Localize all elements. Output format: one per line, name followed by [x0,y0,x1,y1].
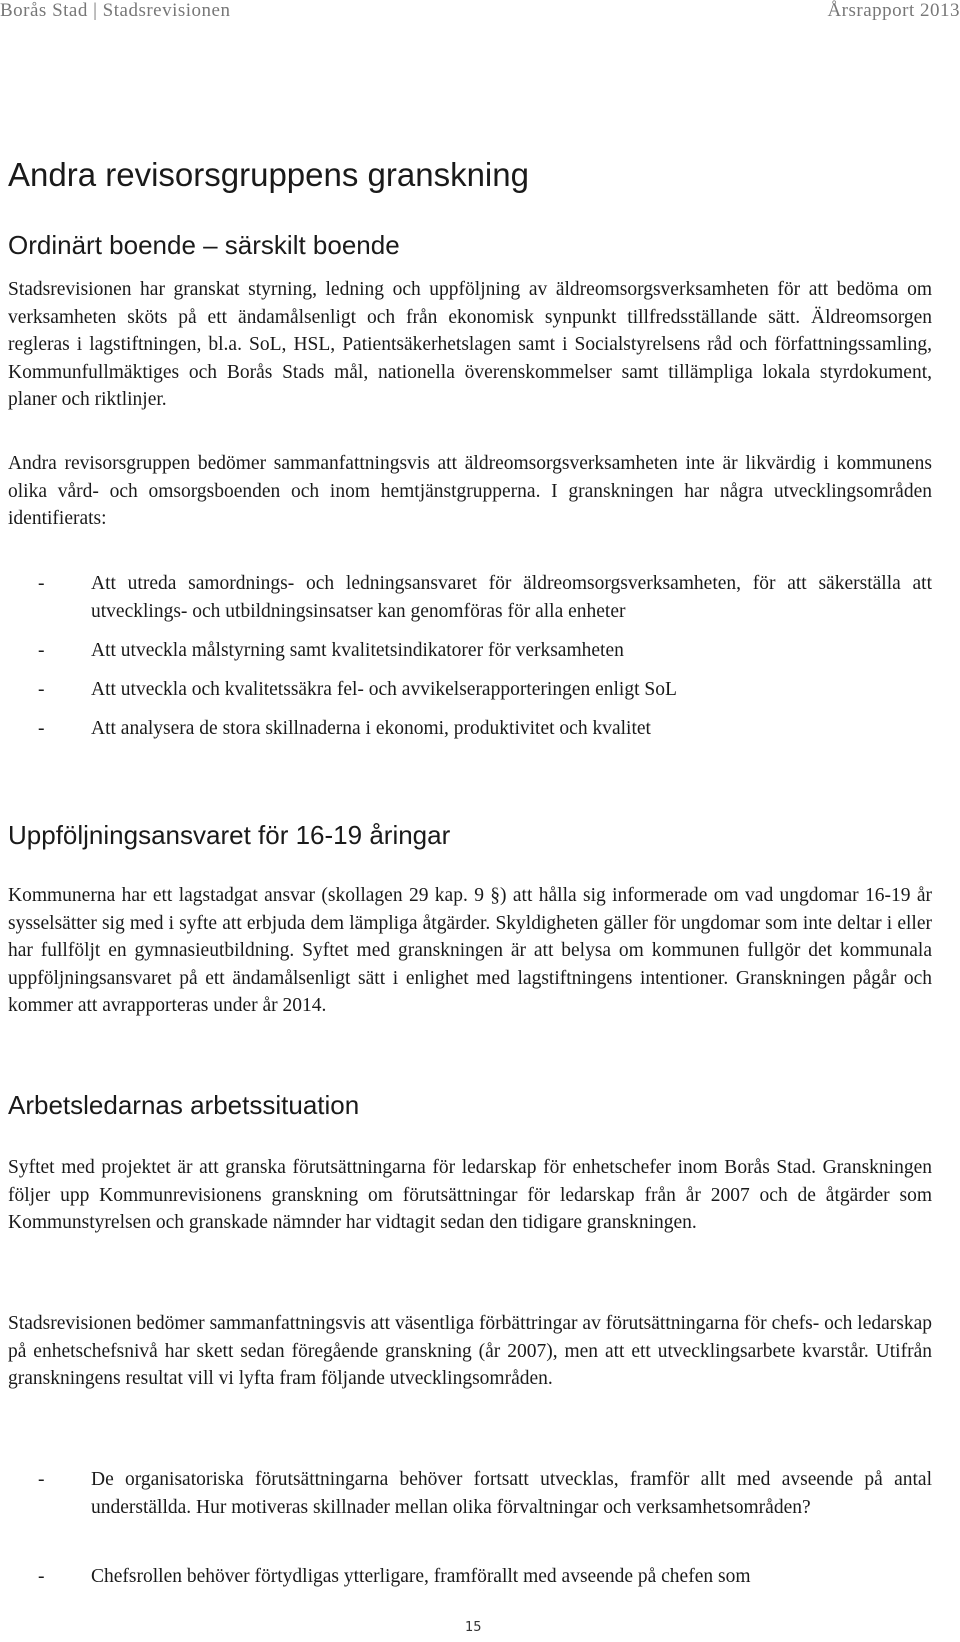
list-item [8,1466,932,1521]
list-marker: - [38,573,45,594]
list-item [8,570,932,625]
list-marker: - [38,640,45,661]
list-item [8,1563,932,1591]
paragraph: Syftet med projektet är att granska förutsättningarna för ledarskap för enhetschefer inom Borås Stad. Granskningen följer upp Kommunrevisionens granskning om förutsättningar för ledarskap från år 2007 och de åtgärder som Kommunstyrelsen och granskade nämnder har vidtagit sedan den tidigare granskningen. [8,1157,932,1233]
list-item-text: Att analysera de stora skillnaderna i ekonomi, produktivitet och kvalitet [91,718,651,739]
page-title: Andra revisorsgruppens granskning [8,156,529,193]
list-item-text: De organisatoriska förutsättningarna behöver fortsatt utvecklas, framför allt med avseende på antal underställda. Hur motiveras skillnader mellan olika förvaltningar och verksamhetsområden? [91,1469,932,1518]
paragraph: Stadsrevisionen har granskat styrning, ledning och uppföljning av äldreomsorgsverksamheten för att bedöma om verksamheten sköts på ett ändamålsenligt och från ekonomisk synpunkt tillfredsställande sätt. Äldreomsorgen regleras i lagstiftningen, bl.a. SoL, HSL, Patientsäkerhetslagen samt i Socialstyrelsens råd och författningssamling, Kommunfullmäktiges och Borås Stads mål, nationella överenskommelser samt tillämpliga lokala styrdokument, planer och riktlinjer. [8,279,932,410]
list-item-text: Att utreda samordnings- och ledningsansvaret för äldreomsorgsverksamheten, för att säkerställa att utvecklings- och utbildningsinsatser kan genomföras för alla enheter [91,573,932,622]
list-item [8,676,932,704]
paragraph: Andra revisorsgruppen bedömer sammanfattningsvis att äldreomsorgsverksamheten inte är likvärdig i kommunens olika vård- och omsorgsboenden och inom hemtjänstgrupperna. I granskningen har några utvecklingsområden identifierats: [8,453,932,529]
header-right: Årsrapport 2013 [827,0,960,21]
header-left: Borås Stad | Stadsrevisionen [0,0,231,21]
list-marker: - [38,718,45,739]
section-heading-uppfoljningsansvaret: Uppföljningsansvaret för 16-19 åringar [8,820,451,850]
running-header [0,0,960,24]
list-marker: - [38,679,45,700]
paragraph: Stadsrevisionen bedömer sammanfattningsvis att väsentliga förbättringar av förutsättningarna för chefs- och ledarskap på enhetschefsnivå har skett sedan föregående granskning (år 2007), men att ett utvecklingsarbete kvarstår. Utifrån granskningens resultat vill vi lyfta fram följande utvecklingsområden. [8,1313,932,1389]
list-marker: - [38,1469,45,1490]
list-item-text: Chefsrollen behöver förtydligas ytterligare, framförallt med avseende på chefen som [91,1566,751,1587]
list-item-text: Att utveckla målstyrning samt kvalitetsindikatorer för verksamheten [91,640,624,661]
section-heading-ordinart-boende: Ordinärt boende – särskilt boende [8,230,400,260]
list-item-text: Att utveckla och kvalitetssäkra fel- och avvikelserapporteringen enligt SoL [91,679,677,700]
page-number: 15 [465,1620,482,1635]
section-heading-arbetsledarnas: Arbetsledarnas arbetssituation [8,1090,360,1120]
list-item [8,637,932,665]
list-marker: - [38,1566,45,1587]
list-item [8,715,932,743]
paragraph: Kommunerna har ett lagstadgat ansvar (skollagen 29 kap. 9 §) att hålla sig informerade om vad ungdomar 16-19 år sysselsätter sig med i syfte att erbjuda dem lämpliga åtgärder. Skyldigheten gäller för ungdomar som inte deltar i eller har fullföljt en gymnasieutbildning. Syftet med granskningen är att belysa om kommunen fullgör det kommunala uppföljningsansvaret på ett ändamålsenligt sätt i enlighet med lagstiftningens intentioner. Granskningen pågår och kommer att avrapporteras under år 2014. [8,885,932,1016]
